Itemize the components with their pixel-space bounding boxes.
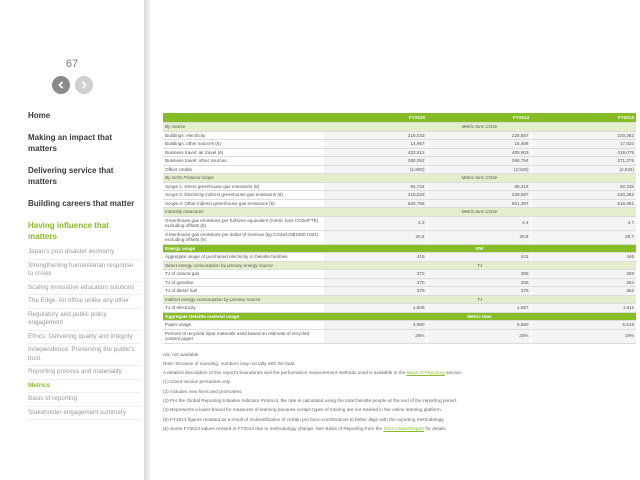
row-label: Buildings: electricity: [163, 131, 323, 140]
row-label: Buildings: other sources (6): [163, 140, 323, 149]
table-row: [163, 321, 636, 330]
row-label: Aggregate usage of purchased electricity in Deloitte facilities: [163, 253, 323, 262]
row-value: 20%: [427, 329, 531, 343]
footnote: [163, 405, 636, 414]
footnote-text: Note: because of rounding, numbers may not tally with the total.: [163, 360, 296, 366]
section-unit: TJ: [323, 261, 636, 270]
table-row: [163, 216, 636, 230]
section-unit: Metric tons: [323, 312, 636, 321]
row-value: 84,724: [323, 182, 427, 191]
row-value: 28.7: [531, 230, 636, 244]
row-label: Greenhouse gas emissions per dollar of revenue (kg CO2e/US$1000 USD) excluding offsets (6): [163, 230, 323, 244]
row-value: 446: [531, 253, 636, 262]
row-value: 1,587: [427, 304, 531, 313]
section-unit: Metric tons CO2e: [323, 174, 636, 183]
table-row: [163, 329, 636, 343]
row-value: 280,052: [323, 157, 427, 166]
section-title: By source: [163, 123, 323, 132]
footnote: [163, 350, 636, 359]
row-value: 228,587: [427, 191, 531, 200]
row-label: Scope 1: Direct greenhouse gas emissions (6): [163, 182, 323, 191]
footnote-text: (6) Some FY2013 values revised in FY2014 due to methodology change. See Basis of Reporting from the: [163, 425, 384, 431]
header-fy2013: FY2013: [531, 113, 636, 123]
section-title: Aggregate Deloitte material usage: [163, 312, 323, 321]
row-value: 1,509: [323, 304, 427, 313]
footnote-text: (4) Represents a lower bound for measures of learning because certain types of training are not tracked in the online learning platform.: [163, 407, 443, 413]
row-value: (2,532): [531, 165, 636, 174]
footnote-link[interactable]: Basis of Reporting: [406, 370, 445, 376]
row-value: 85,319: [427, 182, 531, 191]
row-value: 352: [531, 287, 636, 296]
footnote-text: A detailed description of this report's boundaries and the performance measurement methods used is available in the: [163, 370, 407, 376]
footnote-text: (2) Includes new hires and promotees.: [163, 388, 243, 394]
row-value: 220,382: [531, 131, 636, 140]
table-section-row: [163, 244, 636, 253]
row-value: 17,624: [531, 140, 636, 149]
row-value: 218,033: [323, 191, 427, 200]
footnote-text: (5) FY2013 figures restated as a result of reclassification of certain pro bono contributions to better align with the reporting methodology.: [163, 416, 445, 422]
row-value: 220,382: [531, 191, 636, 200]
nav-main-item[interactable]: Building careers that matter: [28, 199, 135, 208]
row-value: 254: [531, 278, 636, 287]
row-value: 372: [323, 270, 427, 279]
table-row: [163, 165, 636, 174]
row-value: 228,587: [427, 131, 531, 140]
section-unit: TJ: [323, 295, 636, 304]
table-section-row: [163, 174, 636, 183]
table-section-row: [163, 295, 636, 304]
row-value: 376: [427, 287, 531, 296]
footnote: [163, 377, 636, 386]
row-label: Paper usage: [163, 321, 323, 330]
section-title: Energy usage: [163, 244, 323, 253]
table-row: [163, 230, 636, 244]
section-navigation: [28, 110, 140, 420]
row-value: 15,469: [427, 140, 531, 149]
row-label: Business travel: other sources: [163, 157, 323, 166]
footnote-text: (3) Per the Global Reporting Initiative Indicator Protocol, the rate is calculated using the total Deloitte people at the end of the reporting period.: [163, 397, 458, 403]
table-row: [163, 148, 636, 157]
row-value: 256: [427, 278, 531, 287]
sidebar-divider: [144, 0, 150, 480]
row-label: Offset credits: [163, 165, 323, 174]
table-section-row: [163, 123, 636, 132]
chevron-left-icon: [57, 81, 65, 89]
footnote-link[interactable]: 2014 Global Report: [383, 425, 425, 431]
row-value: 92,318: [531, 182, 636, 191]
table-row: [163, 140, 636, 149]
table-row: [163, 191, 636, 200]
row-value: 4.4: [427, 216, 531, 230]
row-value: 616,861: [531, 199, 636, 208]
row-label: Business travel: air travel (6): [163, 148, 323, 157]
nav-main-item[interactable]: Making an impact that matters: [28, 133, 113, 153]
row-value: 14,957: [323, 140, 427, 149]
row-value: 5,580: [427, 321, 531, 330]
table-row: [163, 304, 636, 313]
footnote: [163, 424, 636, 433]
table-row: [163, 157, 636, 166]
sidebar: [0, 0, 144, 480]
next-page-button[interactable]: [75, 76, 93, 94]
table-row: [163, 253, 636, 262]
row-value: 405,903: [427, 148, 531, 157]
row-value: 379: [323, 287, 427, 296]
footnote: [163, 415, 636, 424]
table-section-row: [163, 312, 636, 321]
table-header-row: [163, 113, 636, 123]
row-value: 19%: [531, 329, 636, 343]
row-value: 422,512: [323, 148, 427, 157]
nav-sub-item[interactable]: Scaling innovative education solutions: [28, 282, 140, 296]
table-row: [163, 131, 636, 140]
row-value: 26.5: [323, 230, 427, 244]
row-value: 266,754: [427, 157, 531, 166]
table-row: [163, 199, 636, 208]
row-value: 26.8: [427, 230, 531, 244]
footnote-text-after: for details.: [424, 425, 448, 431]
nav-sub-item[interactable]: Strengthening humanitarian response to crises: [28, 260, 140, 282]
row-value: 601,397: [427, 199, 531, 208]
footnote: [163, 387, 636, 396]
nav-sub-item[interactable]: Metrics: [28, 380, 140, 394]
header-fy2015: FY2015: [323, 113, 427, 123]
row-value: 305: [427, 270, 531, 279]
section-unit: Metric tons CO2e: [323, 123, 636, 132]
row-value: 441: [427, 253, 531, 262]
environmental-metrics-table: [163, 113, 636, 344]
nav-sub-item[interactable]: Reporting process and materiality: [28, 366, 140, 380]
row-value: 218,033: [323, 131, 427, 140]
table-row: [163, 287, 636, 296]
footnotes: [163, 350, 636, 434]
header-label: [163, 113, 323, 123]
footnote: [163, 396, 636, 405]
nav-sub-item[interactable]: Independence: Preserving the public's trust: [28, 344, 140, 366]
nav-sub-item[interactable]: Stakeholder engagement summary: [28, 407, 140, 421]
nav-sub-item[interactable]: Japan's post disaster economy: [28, 246, 140, 260]
row-label: Greenhouse gas emissions per full-time equivalent (metric tons CO2e/FTE) excluding offsets (6): [163, 216, 323, 230]
section-title: Intensity measures: [163, 208, 323, 217]
row-label: TJ of electricity: [163, 304, 323, 313]
table-row: [163, 270, 636, 279]
row-label: Percent of recycled input materials used based on estimate of recycled content paper: [163, 329, 323, 343]
section-unit: Metric tons CO2e: [323, 208, 636, 217]
row-value: 632,796: [323, 199, 427, 208]
nav-main-item[interactable]: Delivering service that matters: [28, 166, 114, 186]
section-title: By GHG Protocol scope: [163, 174, 323, 183]
previous-page-button[interactable]: [52, 76, 70, 94]
row-value: 26%: [323, 329, 427, 343]
row-value: 419: [323, 253, 427, 262]
row-value: 270: [323, 278, 427, 287]
header-fy2014: FY2014: [427, 113, 531, 123]
page-number: 67: [65, 58, 79, 70]
row-value: (2,528): [427, 165, 531, 174]
table-section-row: [163, 261, 636, 270]
row-value: 4,950: [323, 321, 427, 330]
row-label: Scope 2: Electricity indirect greenhouse gas emissions (6): [163, 191, 323, 200]
nav-sub-item[interactable]: The Edge: An office unlike any other: [28, 295, 140, 309]
footnote: [163, 359, 636, 368]
footnote-text: n/a: not available: [163, 351, 199, 357]
row-value: 5,519: [531, 321, 636, 330]
row-value: 1,611: [531, 304, 636, 313]
nav-sub-item[interactable]: Ethics: Delivering quality and integrity: [28, 331, 140, 345]
footnote-text-after: section.: [444, 370, 463, 376]
table-row: [163, 182, 636, 191]
footnote-text: (1) Client service personnel only.: [163, 379, 231, 385]
table-section-row: [163, 208, 636, 217]
nav-main-item[interactable]: Home: [28, 111, 51, 120]
row-label: Scope 3: Other indirect greenhouse gas emissions (6): [163, 199, 323, 208]
row-label: TJ of diesel fuel: [163, 287, 323, 296]
row-value: 4.2: [323, 216, 427, 230]
row-value: 4.7: [531, 216, 636, 230]
section-unit: GW: [323, 244, 636, 253]
section-title: Indirect energy consumption by primary source: [163, 295, 323, 304]
chevron-right-icon: [80, 81, 88, 89]
row-label: TJ of gasoline: [163, 278, 323, 287]
section-title: Direct energy consumption by primary energy source: [163, 261, 323, 270]
row-value: 289: [531, 270, 636, 279]
table-row: [163, 278, 636, 287]
footnote: [163, 368, 636, 377]
row-value: 271,275: [531, 157, 636, 166]
row-value: (1,900): [323, 165, 427, 174]
nav-sub-item[interactable]: Regulatory and public policy engagement: [28, 309, 140, 331]
row-value: 418,079: [531, 148, 636, 157]
nav-main-item[interactable]: Having influence that matters: [28, 221, 109, 241]
metrics-content: [163, 113, 636, 433]
row-label: TJ of natural gas: [163, 270, 323, 279]
nav-sub-item[interactable]: Basis of reporting: [28, 393, 140, 407]
